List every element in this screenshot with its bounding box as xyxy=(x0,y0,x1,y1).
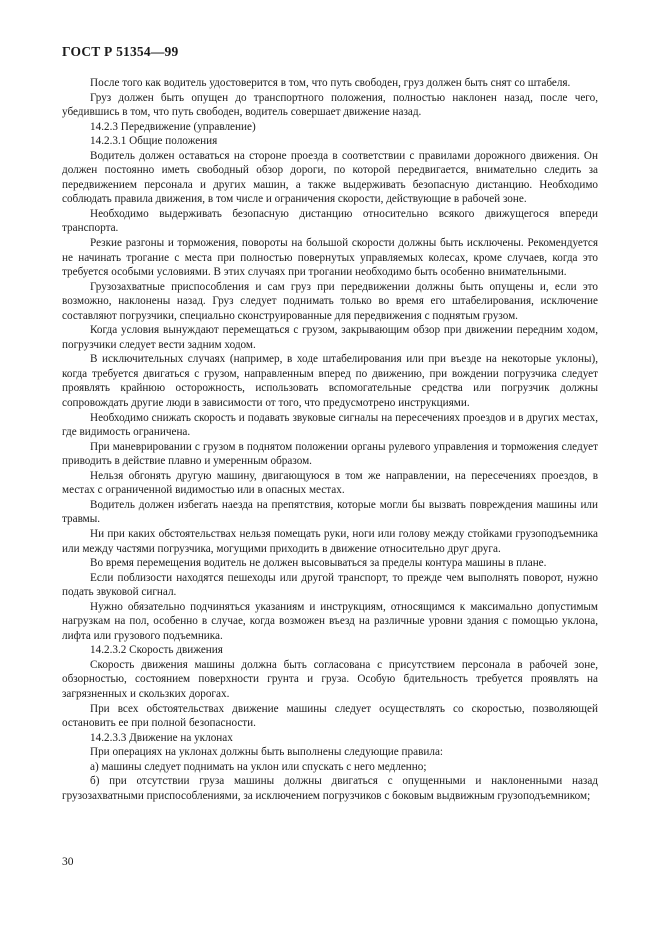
list-item: а) машины следует поднимать на уклон или спускать с него медленно; xyxy=(90,760,427,773)
paragraph: Нельзя обгонять другую машину, двигающуюся в том же направлении, на пересечениях проездов, в местах с ограниченной видимостью или в опасных местах. xyxy=(62,469,598,497)
paragraph: Водитель должен оставаться на стороне проезда в соответствии с правилами дорожного движения. Он должен постоянно иметь свободный обзор дороги, по которой передвигается, внимательно следить за передвижением персонала и других машин, а также выдерживать безопасную дистанцию. Необходимо соблюдать правила движения, в том числе и ограничения скорости, действующие в рабочей зоне. xyxy=(62,149,598,206)
paragraph: Грузозахватные приспособления и сам груз при передвижении должны быть опущены и, если это возможно, наклонены назад. Груз следует поднимать только во время его штабелирования, исключение составляют погрузчики, специально сконструированные для передвижения с поднятым грузом. xyxy=(62,280,598,322)
paragraph: Ни при каких обстоятельствах нельзя помещать руки, ноги или голову между стойками грузоподъемника или между частями погрузчика, могущими приходить в движение относительно друг друга. xyxy=(62,527,598,555)
paragraph: Нужно обязательно подчиняться указаниям и инструкциям, относящимся к максимально допустимым нагрузкам на пол, особенно в случае, когда возможен въезд на различные уровни здания с помощью уклона, лифта или грузового подъемника. xyxy=(62,600,598,642)
subsection-heading: 14.2.3.1 Общие положения xyxy=(90,135,218,148)
document-header: ГОСТ Р 51354—99 xyxy=(62,44,179,59)
page-number: 30 xyxy=(62,856,74,868)
paragraph: Скорость движения машины должна быть согласована с присутствием персонала в рабочей зоне, обзорностью, состоянием поверхности грунта и груза. Особую бдительность требуется проявлять на загрязненных и скользких дорогах. xyxy=(62,658,598,700)
paragraph: При операциях на уклонах должны быть выполнены следующие правила: xyxy=(90,746,444,759)
paragraph: В исключительных случаях (например, в ходе штабелирования или при въезде на некоторые уклоны), когда требуется двигаться с грузом, направленным вперед по движению, при вождении погрузчика следует проявлять крайнюю осторожность, использовать вспомогательные средства или погрузчик должны сопровождать другие люди в зависимости от того, что предусмотрено инструкциями. xyxy=(62,353,598,410)
subsection-heading: 14.2.3.2 Скорость движения xyxy=(90,644,223,657)
paragraph: Резкие разгоны и торможения, повороты на большой скорости должны быть исключены. Рекомендуется не начинать трогание с места при полностью повернутых управляемых колесах, кроме случаев, когда это требуется особыми условиями. В этих случаях при трогании необходимо быть особенно внимательными. xyxy=(62,237,598,279)
paragraph: Необходимо выдерживать безопасную дистанцию относительно всякого движущегося впереди транспорта. xyxy=(62,207,598,235)
paragraph: Если поблизости находятся пешеходы или другой транспорт, то прежде чем выполнять поворот, нужно подать звуковой сигнал. xyxy=(62,571,598,599)
paragraph: Груз должен быть опущен до транспортного положения, полностью наклонен назад, после чего, убедившись в том, что путь свободен, водитель совершает движение назад. xyxy=(62,91,598,119)
subsection-heading: 14.2.3.3 Движение на уклонах xyxy=(90,731,233,744)
document-body xyxy=(62,76,598,803)
paragraph: После того как водитель удостоверится в том, что путь свободен, груз должен быть снят со штабеля. xyxy=(90,77,571,89)
paragraph: Во время перемещения водитель не должен высовываться за пределы контура машины в плане. xyxy=(90,557,547,570)
section-heading: 14.2.3 Передвижение (управление) xyxy=(90,120,256,133)
paragraph: Необходимо снижать скорость и подавать звуковые сигналы на пересечениях проездов и в других местах, где видимость ограничена. xyxy=(62,411,598,439)
paragraph: При всех обстоятельствах движение машины следует осуществлять со скоростью, позволяющей остановить ее при полной безопасности. xyxy=(62,702,598,730)
paragraph: При маневрировании с грузом в поднятом положении органы рулевого управления и торможения следует приводить в действие плавно и умеренным образом. xyxy=(62,440,598,468)
list-item: б) при отсутствии груза машины должны двигаться с опущенными и наклоненными назад грузозахватными приспособлениями, за исключением погрузчиков с боковым выдвижным грузоподъемником; xyxy=(62,775,598,802)
paragraph: Водитель должен избегать наезда на препятствия, которые могли бы вызвать повреждения машины или травмы. xyxy=(62,498,598,526)
paragraph: Когда условия вынуждают перемещаться с грузом, закрывающим обзор при движении передним ходом, погрузчики следует вести задним ходом. xyxy=(62,324,598,351)
